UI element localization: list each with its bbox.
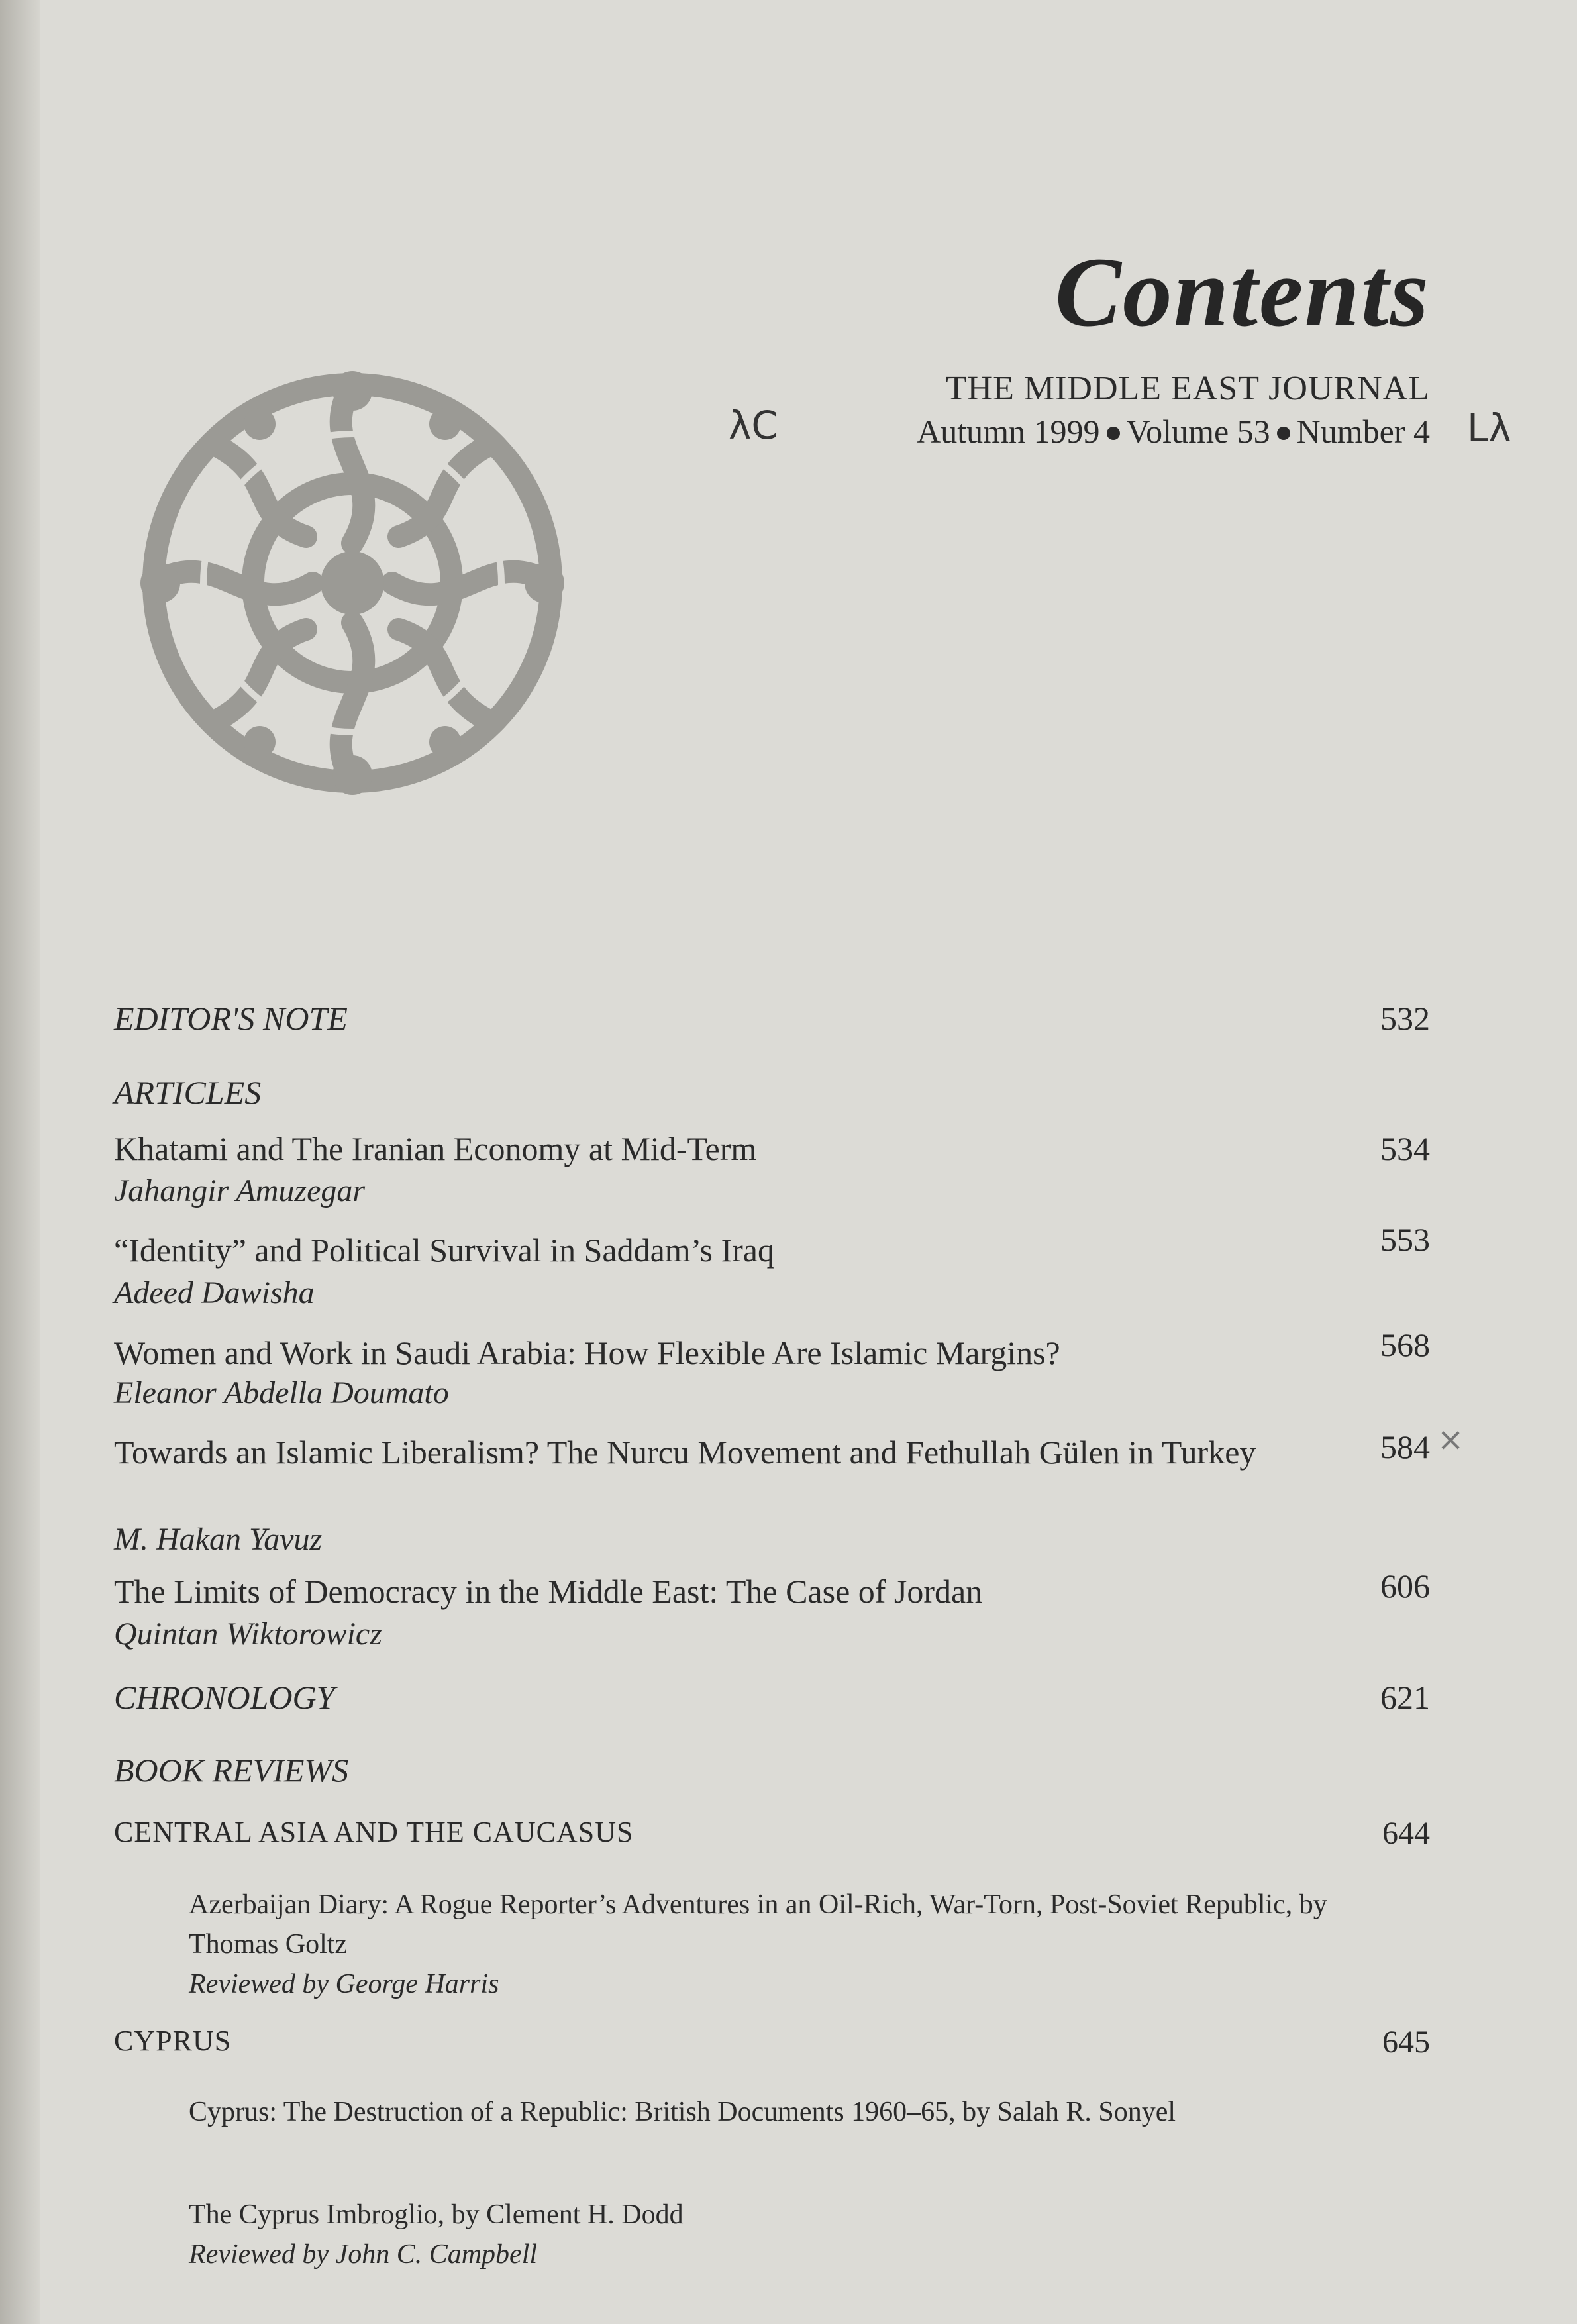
reviewed-book[interactable] <box>189 1885 1328 2004</box>
article-title: “Identity” and Political Survival in Saddam’s Iraq <box>114 1232 774 1269</box>
page-number: 584 <box>1380 1428 1430 1465</box>
toc-article[interactable] <box>114 1326 1430 1374</box>
article-title: Towards an Islamic Liberalism? The Nurcu Movement and Fethullah Gülen in Turkey <box>114 1434 1256 1471</box>
articles-heading: ARTICLES <box>114 1074 262 1111</box>
bullet-icon <box>1107 427 1120 440</box>
page-title: Contents <box>1054 237 1430 347</box>
toc-chronology[interactable] <box>114 1676 1430 1718</box>
reviewed-book[interactable] <box>189 2092 1328 2132</box>
page-number: 645 <box>1382 2025 1430 2060</box>
journal-name: THE MIDDLE EAST JOURNAL <box>945 370 1430 407</box>
review-section[interactable] <box>114 2024 1430 2058</box>
handwritten-x-mark: × <box>1437 1421 1464 1458</box>
handwritten-mark-right: Lλ <box>1467 405 1511 450</box>
page-edge-shadow <box>0 0 40 2324</box>
article-author: Jahangir Amuzegar <box>114 1173 366 1208</box>
article-author: Quintan Wiktorowicz <box>114 1616 382 1652</box>
page-number: 568 <box>1380 1326 1430 1363</box>
issue-line <box>917 412 1430 450</box>
toc-article[interactable] <box>114 1428 1430 1473</box>
reviewer: Reviewed by John C. Campbell <box>189 2239 538 2270</box>
page-number: 553 <box>1380 1221 1430 1258</box>
article-title: Women and Work in Saudi Arabia: How Flexible Are Islamic Margins? <box>114 1334 1060 1371</box>
toc-article[interactable] <box>114 1128 1430 1170</box>
page-number: 606 <box>1380 1567 1430 1605</box>
arabesque-ornament-icon <box>114 344 591 821</box>
article-author: Adeed Dawisha <box>114 1275 315 1310</box>
review-section[interactable] <box>114 1815 1430 1849</box>
book-title: The Cyprus Imbroglio, by Clement H. Dodd <box>189 2199 684 2230</box>
article-author: Eleanor Abdella Doumato <box>114 1375 449 1410</box>
page-number: 534 <box>1380 1130 1430 1167</box>
article-title: The Limits of Democracy in the Middle East: The Case of Jordan <box>114 1573 983 1610</box>
toc-article[interactable] <box>114 1567 1430 1612</box>
page-number: 644 <box>1382 1816 1430 1851</box>
reviewed-book[interactable] <box>189 2195 1328 2274</box>
book-title: Cyprus: The Destruction of a Republic: British Documents 1960–65, by Salah R. Sonyel <box>189 2097 1176 2127</box>
bullet-icon <box>1277 427 1290 440</box>
editors-note-label: EDITOR'S NOTE <box>114 1000 348 1037</box>
issue-season: Autumn 1999 <box>917 413 1100 450</box>
page-number: 532 <box>1380 1000 1430 1037</box>
section-name: CENTRAL ASIA AND THE CAUCASUS <box>114 1816 634 1848</box>
handwritten-mark-left: λC <box>729 403 778 448</box>
book-reviews-heading: BOOK REVIEWS <box>114 1752 349 1789</box>
page-number: 621 <box>1380 1679 1430 1716</box>
reviewer: Reviewed by George Harris <box>189 1969 499 1999</box>
issue-volume: Volume 53 <box>1126 413 1270 450</box>
chronology-label: CHRONOLOGY <box>114 1679 335 1716</box>
toc-article[interactable] <box>114 1221 1430 1271</box>
issue-number: Number 4 <box>1296 413 1430 450</box>
section-name: CYPRUS <box>114 2025 232 2057</box>
article-title: Khatami and The Iranian Economy at Mid-Term <box>114 1130 757 1167</box>
book-title: Azerbaijan Diary: A Rogue Reporter’s Adventures in an Oil-Rich, War-Torn, Post-Soviet Republic, by Thomas Goltz <box>189 1889 1327 1960</box>
toc-editors-note[interactable] <box>114 997 1430 1039</box>
article-author: M. Hakan Yavuz <box>114 1522 323 1557</box>
